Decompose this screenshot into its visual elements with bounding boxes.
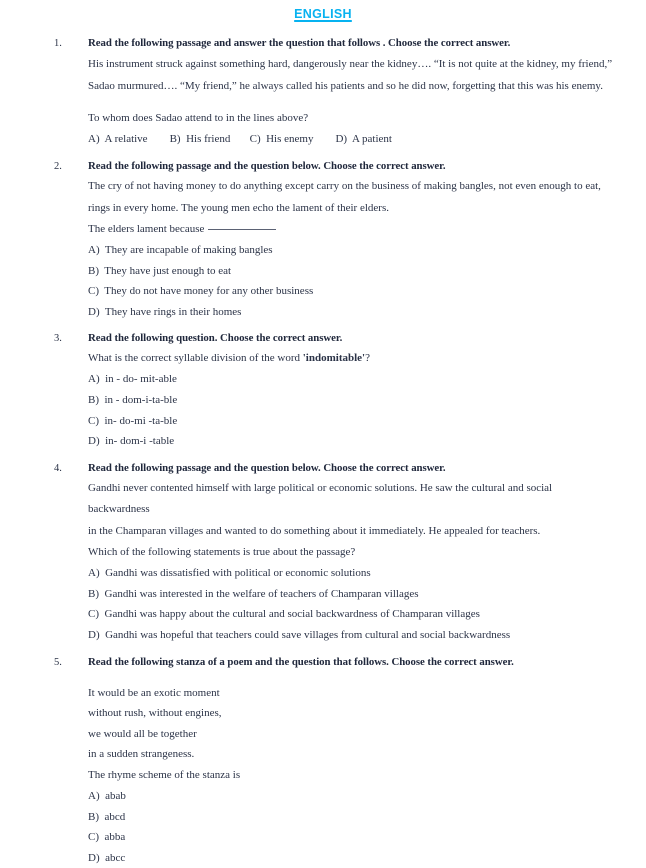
- option-2-a[interactable]: A) They are incapable of making bangles: [88, 244, 273, 256]
- option-5-a[interactable]: A) abab: [88, 790, 126, 802]
- question-heading-4: Read the following passage and the question below. Choose the correct answer.: [88, 461, 446, 474]
- question-heading-5: Read the following stanza of a poem and the question that follows. Choose the correct answer.: [88, 655, 514, 668]
- option-2-b[interactable]: B) They have just enough to eat: [88, 264, 232, 277]
- option-4-b[interactable]: B) Gandhi was interested in the welfare of teachers of Champaran villages: [88, 587, 419, 600]
- question-stem-2-text: The elders lament because: [88, 223, 205, 235]
- question-number-2: 2.: [54, 161, 62, 172]
- option-4-c[interactable]: C) Gandhi was happy about the cultural and social backwardness of Champaran villages: [88, 608, 480, 621]
- stanza-line-5-1: It would be an exotic moment: [88, 686, 220, 699]
- question-block-5: [0, 655, 642, 868]
- question-stem-3-suffix: ?: [365, 352, 370, 365]
- question-stem-3: [88, 348, 642, 369]
- passage-spacer-1: [88, 97, 642, 108]
- option-3-c[interactable]: C) in- do-mi -ta-ble: [88, 414, 178, 427]
- page-title: ENGLISH: [294, 7, 352, 21]
- question-options-3: [88, 369, 642, 451]
- stanza-line-5-4: in a sudden strangeness.: [88, 748, 195, 761]
- question-block-4: [0, 461, 642, 646]
- stanza-spacer-5: [88, 672, 642, 683]
- question-passage-line-2-2: rings in every home. The young men echo the lament of their elders.: [88, 201, 389, 214]
- question-stem-2: [88, 219, 642, 240]
- poem-stanza-5: [88, 683, 642, 765]
- question-options-2: [88, 240, 642, 322]
- option-4-d[interactable]: D) Gandhi was hopeful that teachers could save villages from cultural and social backwardness: [88, 629, 511, 642]
- question-options-inline-1[interactable]: A) A relative B) His friend C) His enemy D) A patient: [88, 133, 392, 145]
- question-list: [0, 36, 646, 868]
- question-block-3: [0, 331, 642, 451]
- stanza-line-5-3: we would all be together: [88, 727, 197, 740]
- question-stem-3-bold-word: 'indomitable': [302, 352, 366, 365]
- stanza-line-5-2: without rush, without engines,: [88, 707, 222, 720]
- question-options-5: [88, 786, 642, 868]
- option-3-b[interactable]: B) in - dom-i-ta-ble: [88, 393, 178, 406]
- option-4-a[interactable]: A) Gandhi was dissatisfied with political or economic solutions: [88, 567, 371, 580]
- question-heading-1: Read the following passage and answer the question that follows . Choose the correct answer.: [88, 37, 511, 49]
- question-stem-4: Which of the following statements is true about the passage?: [88, 546, 356, 559]
- question-options-4: [88, 563, 642, 645]
- document-title-container: [0, 0, 646, 23]
- question-number-1: 1.: [54, 38, 62, 49]
- question-passage-line-1-2: Sadao murmured…. “My friend,” he always called his patients and so he did now, forgetting that this was his enemy.: [88, 80, 603, 92]
- option-3-d[interactable]: D) in- dom-i -table: [88, 435, 175, 448]
- question-heading-3: Read the following question. Choose the correct answer.: [88, 332, 343, 345]
- question-passage-line-1-1: His instrument struck against something hard, dangerously near the kidney…. “It is not quite at the kidney, my friend,”: [88, 58, 613, 70]
- question-number-4: 4.: [54, 462, 62, 474]
- option-5-c[interactable]: C) abba: [88, 831, 126, 844]
- question-passage-line-4-1: Gandhi never contented himself with large political or economic solutions. He saw the cultural and social backwardness: [88, 481, 553, 516]
- option-5-d[interactable]: D) abcc: [88, 851, 126, 864]
- question-number-3: 3.: [54, 333, 62, 345]
- fill-in-blank-2[interactable]: [208, 229, 276, 230]
- question-block-2: [0, 159, 642, 322]
- option-2-d[interactable]: D) They have rings in their homes: [88, 305, 242, 318]
- option-5-b[interactable]: B) abcd: [88, 810, 126, 823]
- question-block-1: [0, 36, 642, 150]
- option-3-a[interactable]: A) in - do- mit-able: [88, 373, 177, 386]
- question-passage-line-2-1: The cry of not having money to do anything except carry on the business of making bangles, not even enough to eat,: [88, 180, 601, 192]
- option-2-c[interactable]: C) They do not have money for any other business: [88, 285, 314, 298]
- question-number-5: 5.: [54, 656, 62, 668]
- question-heading-2: Read the following passage and the question below. Choose the correct answer.: [88, 160, 446, 172]
- question-passage-line-4-2: in the Champaran villages and wanted to do something about it immediately. He appealed for teachers.: [88, 524, 541, 537]
- question-stem-5: The rhyme scheme of the stanza is: [88, 769, 241, 781]
- question-stem-1: To whom does Sadao attend to in the lines above?: [88, 112, 309, 124]
- question-stem-3-prefix: What is the correct syllable division of the word: [88, 352, 303, 365]
